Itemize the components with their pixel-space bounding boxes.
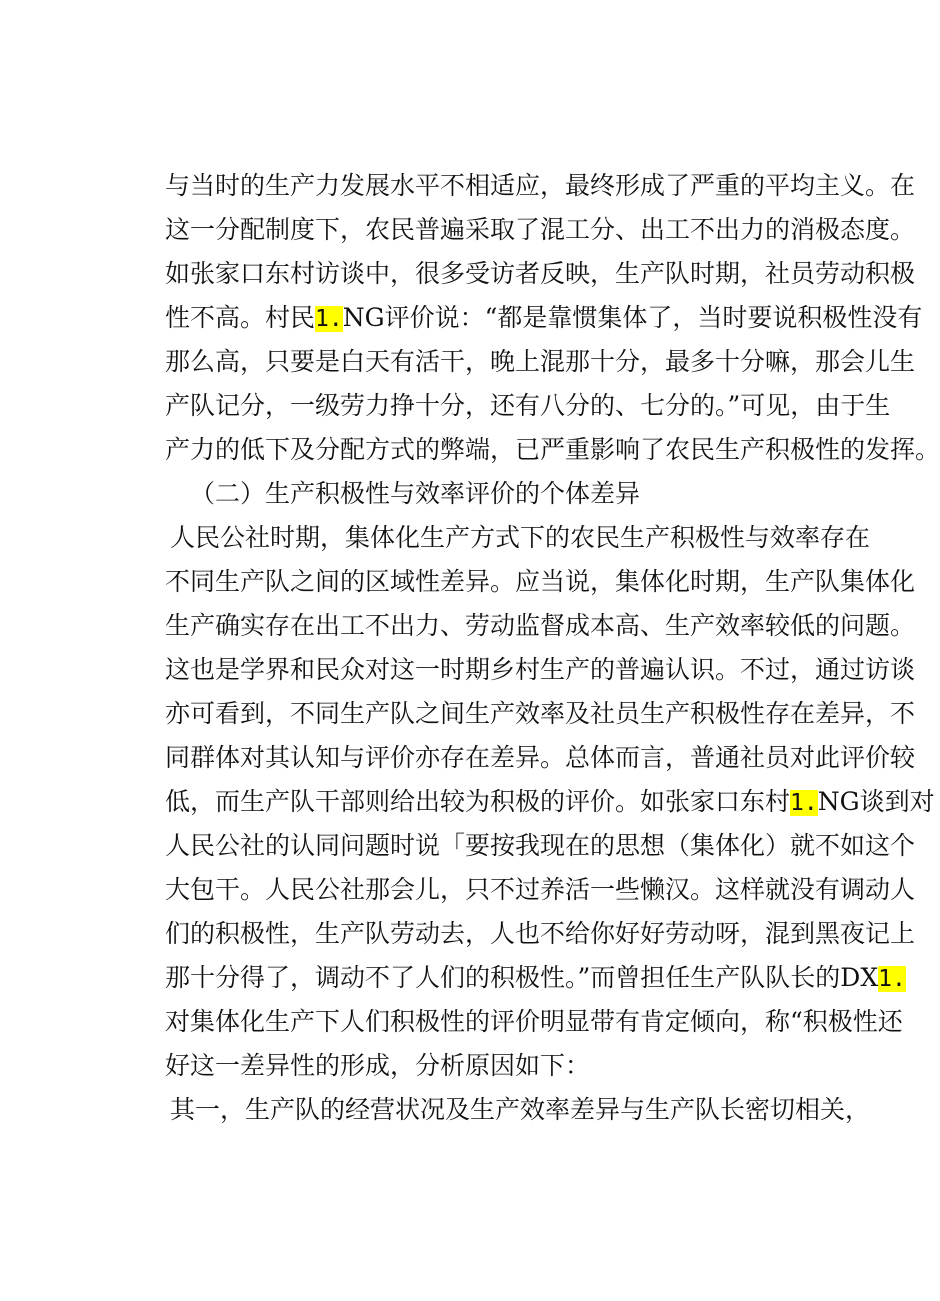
text-line: 好这一差异性的形成，分析原因如下：: [165, 1051, 591, 1080]
text-line: 对集体化生产下人们积极性的评价明显带有肯定倾向，称“积极性还: [165, 1007, 903, 1036]
section-heading: （二）生产积极性与效率评价的个体差异: [190, 479, 641, 508]
text-line: 产力的低下及分配方式的弊端，已严重影响了农民生产积极性的发挥。: [165, 435, 940, 464]
text-line: 大包干。人民公社那会儿，只不过养活一些懒汉。这样就没有调动人: [165, 875, 916, 904]
text-line: 人民公社时期，集体化生产方式下的农民生产积极性与效率存在: [170, 523, 871, 552]
text-line: 与当时的生产力发展水平不相适应，最终形成了严重的平均主义。在: [165, 171, 916, 200]
text-line: 不同生产队之间的区域性差异。应当说，集体化时期，生产队集体化: [165, 567, 916, 596]
highlight-mark: 1.: [878, 966, 906, 992]
highlight-mark: 1.: [315, 306, 343, 332]
text-line: 低，而生产队干部则给出较为积极的评价。如张家口东村1.NG谈到对: [165, 787, 935, 816]
text-line: 们的积极性，生产队劳动去，人也不给你好好劳动呀，混到黑夜记上: [165, 919, 916, 948]
text-line: 如张家口东村访谈中，很多受访者反映，生产队时期，社员劳动积极: [165, 259, 916, 288]
text-line: 那么高，只要是白天有活干，晚上混那十分，最多十分嘛，那会儿生: [165, 347, 916, 376]
text-line: 同群体对其认知与评价亦存在差异。总体而言，普通社员对此评价较: [165, 743, 916, 772]
text-line: 人民公社的认同问题时说「要按我现在的思想（集体化）就不如这个: [165, 831, 916, 860]
text-line: 产队记分，一级劳力挣十分，还有八分的、七分的。”可见，由于生: [165, 391, 891, 420]
text-line: 亦可看到，不同生产队之间生产效率及社员生产积极性存在差异，不: [165, 699, 916, 728]
text-line: 其一，生产队的经营状况及生产效率差异与生产队长密切相关，: [170, 1095, 871, 1124]
text-line: 生产确实存在出工不出力、劳动监督成本高、生产效率较低的问题。: [165, 611, 916, 640]
text-line: 那十分得了，调动不了人们的积极性。”而曾担任生产队队长的DX1.: [165, 963, 906, 992]
text-line: 这一分配制度下，农民普遍采取了混工分、出工不出力的消极态度。: [165, 215, 916, 244]
highlight-mark: 1.: [790, 790, 818, 816]
text-line: 这也是学界和民众对这一时期乡村生产的普遍认识。不过，通过访谈: [165, 655, 916, 684]
text-line: 性不高。村民1.NG评价说：“都是靠惯集体了，当时要说积极性没有: [165, 303, 923, 332]
